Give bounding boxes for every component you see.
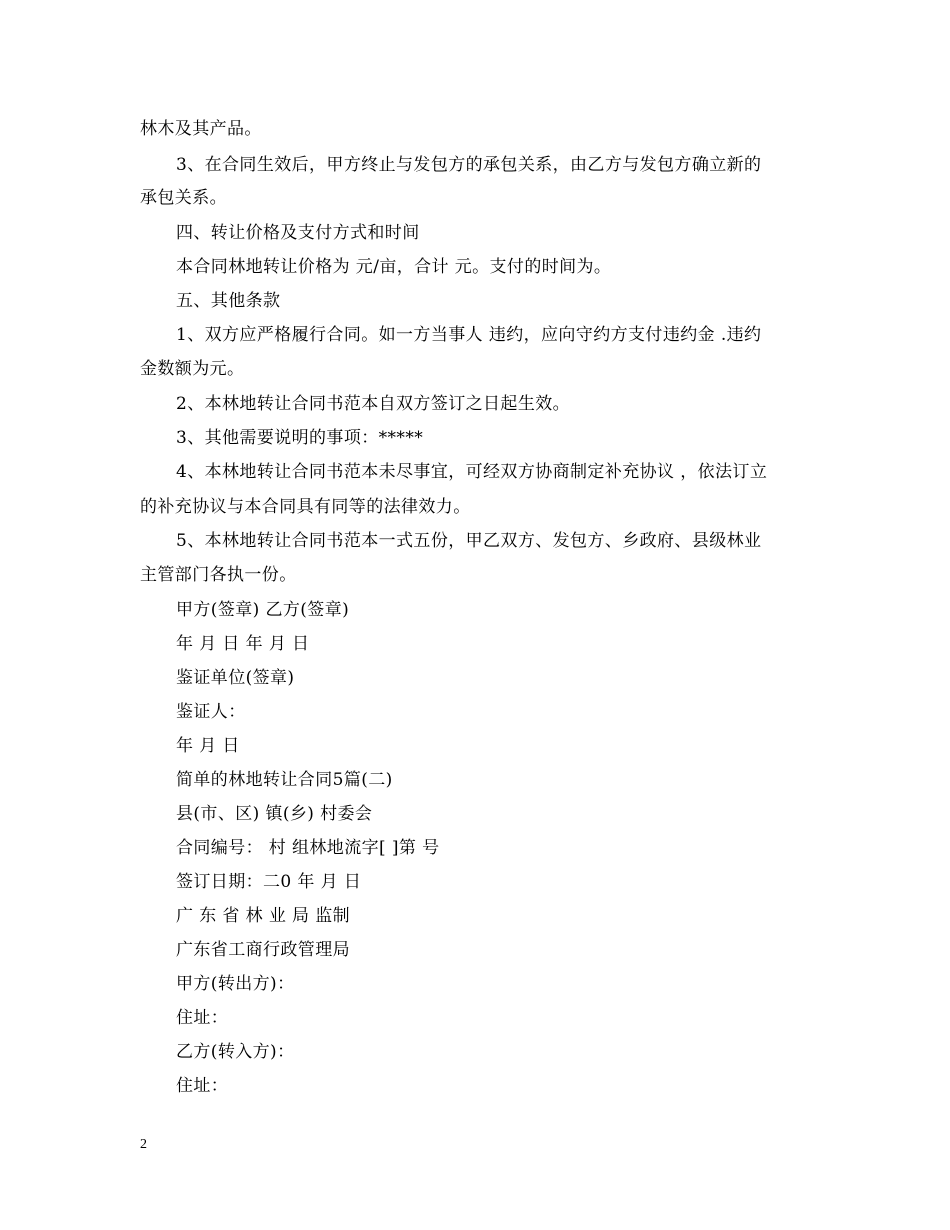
paragraph-line: 的补充协议与本合同具有同等的法律效力。 xyxy=(140,497,471,517)
address-line: 住址： xyxy=(176,1008,229,1028)
paragraph-line: 县(市、区) 镇(乡) 村委会 xyxy=(176,804,373,824)
paragraph-line: 主管部门各执一份。 xyxy=(140,565,297,585)
supervisor-line: 广 东 省 林 业 局 监制 xyxy=(176,906,351,926)
signature-line: 鉴证单位(签章) xyxy=(176,668,295,688)
paragraph-line: 1、双方应严格履行合同。如一方当事人 违约，应向守约方支付违约金 .违约 xyxy=(176,325,762,345)
paragraph-line: 承包关系。 xyxy=(140,188,227,208)
authority-line: 广东省工商行政管理局 xyxy=(176,940,350,960)
document-subtitle: 简单的林地转让合同5篇(二) xyxy=(176,770,393,790)
party-b-line: 乙方(转入方)： xyxy=(176,1042,295,1062)
paragraph-line: 2、本林地转让合同书范本自双方签订之日起生效。 xyxy=(176,394,571,414)
paragraph-line: 4、本林地转让合同书范本未尽事宜，可经双方协商制定补充协议 ，依法订立 xyxy=(176,462,768,482)
address-line: 住址： xyxy=(176,1076,229,1096)
page-number: 2 xyxy=(140,1137,147,1152)
signature-line: 甲方(签章) 乙方(签章) xyxy=(176,600,350,620)
signature-line: 鉴证人： xyxy=(176,702,246,722)
paragraph-line: 金数额为元。 xyxy=(140,359,245,379)
party-a-line: 甲方(转出方)： xyxy=(176,974,295,994)
paragraph-line: 林木及其产品。 xyxy=(140,119,262,139)
paragraph-line: 5、本林地转让合同书范本一式五份，甲乙双方、发包方、乡政府、县级林业 xyxy=(176,531,762,551)
paragraph-line: 3、在合同生效后，甲方终止与发包方的承包关系，由乙方与发包方确立新的 xyxy=(176,155,762,175)
section-heading: 四、转让价格及支付方式和时间 xyxy=(176,223,420,243)
signing-date-line: 签订日期：二0 年 月 日 xyxy=(176,872,362,892)
date-line: 年 月 日 年 月 日 xyxy=(176,634,310,654)
paragraph-line: 3、其他需要说明的事项：***** xyxy=(176,428,424,448)
section-heading: 五、其他条款 xyxy=(176,291,281,311)
date-line: 年 月 日 xyxy=(176,736,240,756)
paragraph-line: 本合同林地转让价格为 元/亩，合计 元。支付的时间为。 xyxy=(176,257,612,277)
contract-number-line: 合同编号： 村 组林地流字[ ]第 号 xyxy=(176,838,440,858)
